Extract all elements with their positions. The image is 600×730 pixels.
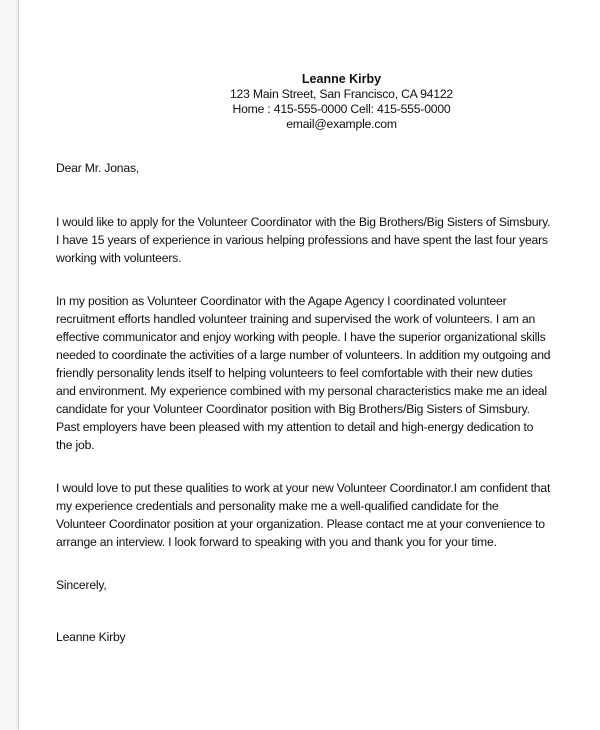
paragraph-experience: In my position as Volunteer Coordinator with the Agape Agency I coordinated volunteer recruitment efforts handled volunteer training and supervised the work of volunteers. I am an effective communicator and enjoy working with people. I have the superior organizational skills needed to coordinate the activities of a large number of volunteers. In addition my outgoing and friendly personality lends itself to helping volunteers to feel comfortable with their new duties and environment. My experience combined with my personal characteristics make me an ideal candidate for your Volunteer Coordinator position with Big Brothers/Big Sisters of Simsbury. Past employers have been pleased with my attention to detail and high-energy dedication to the job. <box>56 294 551 452</box>
salutation: Dear Mr. Jonas, <box>56 161 140 175</box>
paragraph-closing: I would love to put these qualities to work at your new Volunteer Coordinator.I am confident that my experience credentials and personality make me a well-qualified candidate for the Volunteer Coordinator position at your organization. Please contact me at your convenience to arrange an interview. I look forward to speaking with you and thank you for your time. <box>56 481 551 549</box>
sender-email: email@example.com <box>286 117 397 131</box>
signature-name: Leanne Kirby <box>56 630 126 644</box>
sender-address: 123 Main Street, San Francisco, CA 94122 <box>229 87 453 101</box>
sender-name: Leanne Kirby <box>301 72 382 86</box>
letter-body <box>56 72 551 646</box>
letter-header <box>94 72 589 132</box>
sender-phone: Home : 415-555-0000 Cell: 415-555-0000 <box>232 102 451 116</box>
paragraph-intro: I would like to apply for the Volunteer Coordinator with the Big Brothers/Big Sisters of Simsbury. I have 15 years of experience in various helping professions and have spent the last four years working with volunteers. <box>56 215 551 265</box>
document-page <box>18 0 600 730</box>
complimentary-close: Sincerely, <box>56 578 107 592</box>
